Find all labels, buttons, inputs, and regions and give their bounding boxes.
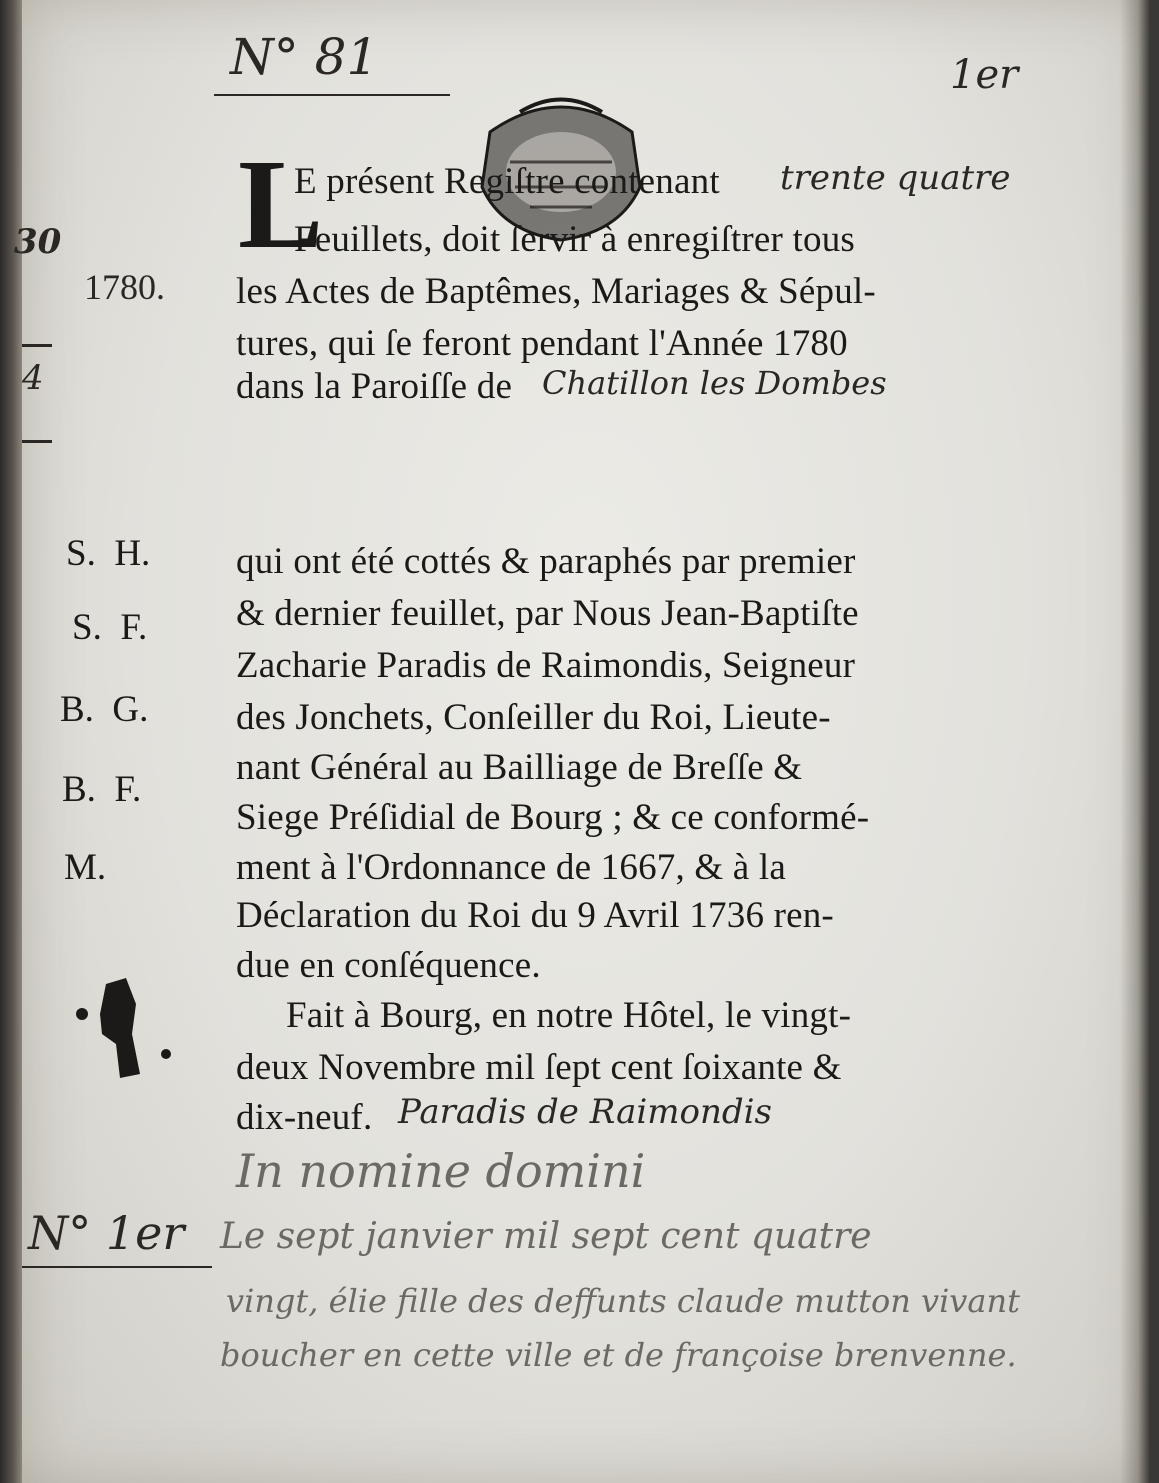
margin-letter-bf: B. F.: [62, 769, 142, 810]
title-line-3: les Actes de Baptêmes, Mariages & Sépul-: [236, 271, 876, 312]
margin-letter-bg: B. G.: [60, 689, 149, 730]
handwritten-leaf-count: trente quatre: [780, 158, 1011, 198]
body-line-2: & dernier feuillet, par Nous Jean-Baptiſte: [236, 593, 859, 634]
ink-blot: [66, 974, 176, 1084]
handwritten-parish-name: Chatillon les Dombes: [542, 364, 887, 402]
closing-line-1: Fait à Bourg, en notre Hôtel, le vingt-: [286, 995, 852, 1036]
invocation: In nomine domini: [236, 1144, 646, 1198]
body-line-7: ment à l'Ordonnance de 1667, & à la: [236, 847, 786, 888]
folio-mark: 1er: [950, 52, 1019, 98]
header-rule: [214, 94, 450, 96]
title-line-5: dans la Paroiſſe de: [236, 366, 513, 407]
page-edge-shadow: [1120, 0, 1150, 1483]
title-line-2: Feuillets, doit ſervir à enregiſtrer tous: [294, 219, 855, 260]
margin-mark-4: 4: [22, 358, 44, 398]
body-line-9: due en conſéquence.: [236, 945, 541, 986]
signature: Paradis de Raimondis: [398, 1092, 772, 1132]
title-line-4: tures, qui ſe feront pendant l'Année 1780: [236, 323, 848, 364]
drop-cap: L: [238, 133, 324, 275]
entry-line-1: Le sept janvier mil sept cent quatre: [220, 1216, 872, 1257]
margin-letter-sf: S. F.: [72, 607, 148, 648]
closing-line-2: deux Novembre mil ſept cent ſoixante &: [236, 1047, 842, 1088]
title-line-1: E présent Regiſtre contenant: [294, 161, 720, 202]
margin-year: 1780.: [84, 267, 165, 307]
body-line-4: des Jonchets, Conſeiller du Roi, Lieute-: [236, 697, 831, 738]
margin-letter-m: M.: [64, 847, 107, 888]
body-line-8: Déclaration du Roi du 9 Avril 1736 ren-: [236, 895, 834, 936]
margin-letter-sh: S. H.: [66, 533, 151, 574]
register-number: N° 81: [230, 28, 379, 86]
margin-rule-1: [22, 344, 52, 347]
entry-number: N° 1er: [28, 1206, 185, 1260]
body-line-1: qui ont été cottés & paraphés par premier: [236, 541, 856, 582]
body-line-5: nant Général au Bailliage de Breſſe &: [236, 747, 803, 788]
body-line-3: Zacharie Paradis de Raimondis, Seigneur: [236, 645, 856, 686]
entry-line-2: vingt, élie fille des deffunts claude mutton vivant: [226, 1282, 1020, 1320]
entry-line-3: boucher en cette ville et de françoise brenvenne.: [220, 1336, 1017, 1374]
entry-number-rule: [22, 1266, 212, 1268]
margin-rule-2: [22, 440, 52, 443]
margin-mark-30: 30: [14, 222, 62, 262]
register-page: [14, 0, 1150, 1483]
closing-line-3: dix-neuf.: [236, 1097, 373, 1138]
body-line-6: Siege Préſidial de Bourg ; & ce conformé-: [236, 797, 870, 838]
